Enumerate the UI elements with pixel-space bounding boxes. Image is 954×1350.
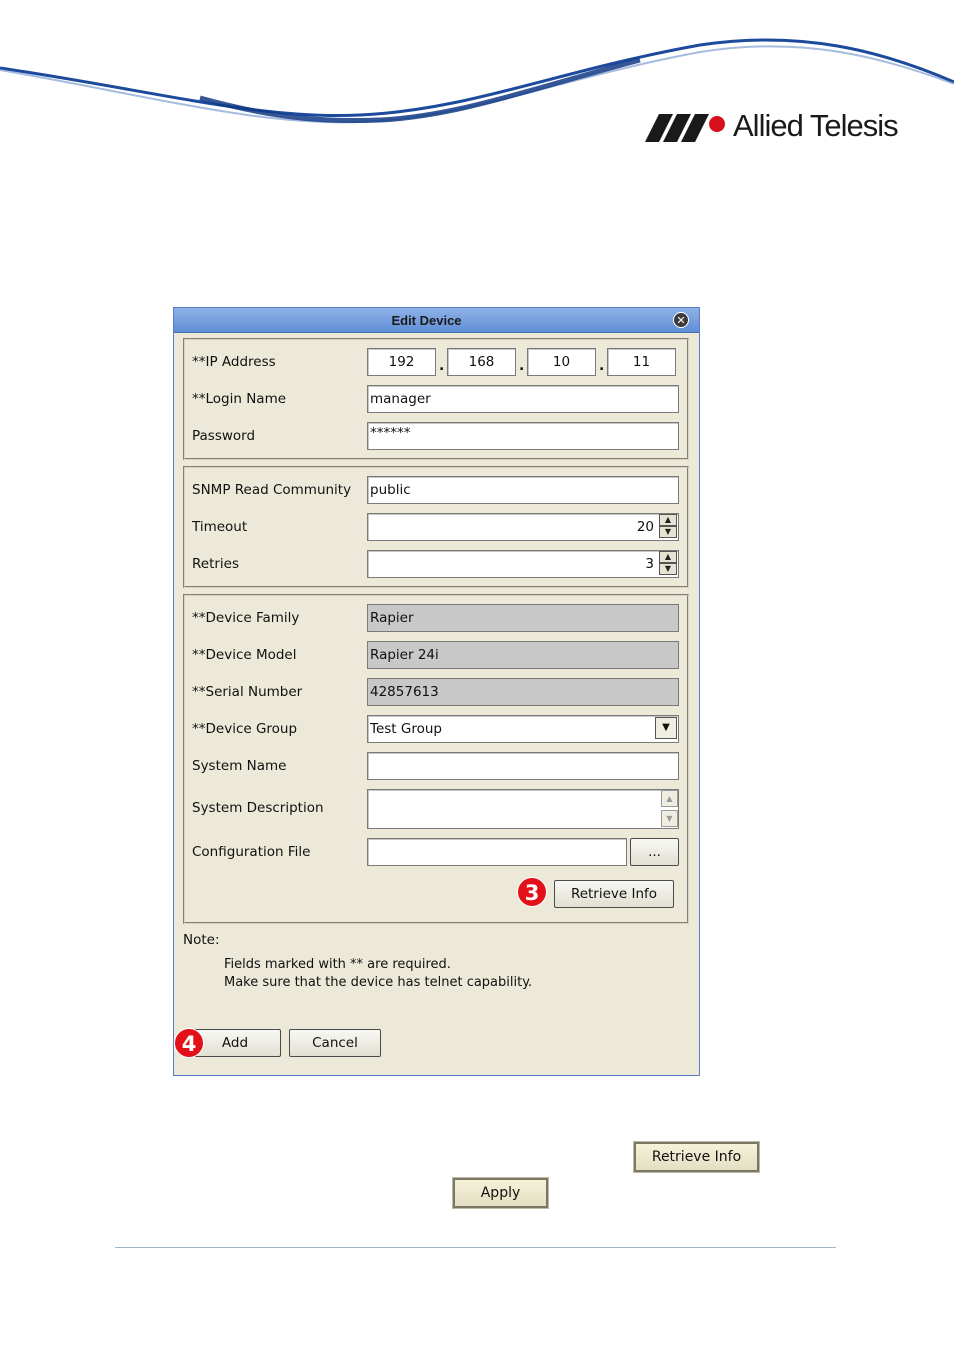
system-description-input[interactable] bbox=[367, 789, 679, 829]
allied-telesis-logo bbox=[645, 108, 915, 148]
chevron-down-icon[interactable]: ▼ bbox=[655, 717, 677, 739]
retries-stepper[interactable] bbox=[659, 551, 677, 575]
spin-down-icon[interactable]: ▼ bbox=[659, 563, 677, 575]
password-input[interactable]: ****** bbox=[367, 422, 679, 450]
snmp-community-input[interactable]: public bbox=[367, 476, 679, 504]
ip-octet-3-input[interactable]: 10 bbox=[527, 348, 596, 376]
edit-device-dialog bbox=[173, 307, 700, 1076]
device-family-field: Rapier bbox=[367, 604, 679, 632]
retrieve-info-button-sample[interactable]: Retrieve Info bbox=[634, 1142, 759, 1172]
close-icon[interactable]: ✕ bbox=[673, 312, 689, 328]
spin-up-icon[interactable]: ▲ bbox=[659, 514, 677, 526]
system-description-label: System Description bbox=[192, 800, 324, 816]
brand-name: Allied Telesis bbox=[733, 108, 898, 143]
spin-up-icon[interactable]: ▲ bbox=[659, 551, 677, 563]
device-model-field: Rapier 24i bbox=[367, 641, 679, 669]
system-name-label: System Name bbox=[192, 758, 287, 774]
ip-separator: . bbox=[439, 358, 445, 374]
spin-down-icon[interactable]: ▼ bbox=[659, 526, 677, 538]
scroll-up-icon[interactable]: ▲ bbox=[661, 790, 678, 807]
retries-spinner[interactable] bbox=[367, 550, 679, 578]
system-description-area[interactable] bbox=[367, 789, 679, 829]
allied-telesis-mark-icon bbox=[645, 112, 727, 142]
snmp-community-label: SNMP Read Community bbox=[192, 482, 352, 498]
ip-separator: . bbox=[519, 358, 525, 374]
configuration-file-label: Configuration File bbox=[192, 844, 311, 860]
ip-octet-4-input[interactable]: 11 bbox=[607, 348, 676, 376]
timeout-spinner[interactable] bbox=[367, 513, 679, 541]
system-description-scrollbar[interactable] bbox=[661, 790, 678, 828]
configuration-file-input[interactable] bbox=[367, 838, 627, 866]
retries-label: Retries bbox=[192, 556, 240, 572]
timeout-stepper[interactable] bbox=[659, 514, 677, 538]
note-heading: Note: bbox=[183, 932, 220, 948]
retrieve-info-button[interactable]: Retrieve Info bbox=[554, 880, 674, 908]
step-badge-3: 3 bbox=[517, 877, 547, 907]
device-model-label: **Device Model bbox=[192, 647, 297, 663]
timeout-input[interactable]: 20 bbox=[367, 513, 679, 541]
ip-address-label: **IP Address bbox=[192, 354, 276, 370]
ip-separator: . bbox=[599, 358, 605, 374]
login-name-label: **Login Name bbox=[192, 391, 287, 407]
password-label: Password bbox=[192, 428, 256, 444]
step-badge-4: 4 bbox=[174, 1028, 204, 1058]
footer-divider bbox=[115, 1247, 836, 1248]
ip-octet-2-input[interactable]: 168 bbox=[447, 348, 516, 376]
timeout-label: Timeout bbox=[192, 519, 248, 535]
device-group-label: **Device Group bbox=[192, 721, 298, 737]
device-family-label: **Device Family bbox=[192, 610, 300, 626]
system-name-input[interactable] bbox=[367, 752, 679, 780]
add-button[interactable]: Add bbox=[189, 1029, 281, 1057]
browse-button[interactable]: ... bbox=[630, 838, 679, 866]
serial-number-label: **Serial Number bbox=[192, 684, 303, 700]
login-name-input[interactable]: manager bbox=[367, 385, 679, 413]
note-line-telnet: Make sure that the device has telnet capability. bbox=[224, 975, 533, 990]
serial-number-field: 42857613 bbox=[367, 678, 679, 706]
dialog-titlebar[interactable] bbox=[174, 308, 699, 333]
device-group-value[interactable]: Test Group bbox=[367, 715, 679, 743]
note-line-required: Fields marked with ** are required. bbox=[224, 957, 451, 972]
retries-input[interactable]: 3 bbox=[367, 550, 679, 578]
device-group-select[interactable] bbox=[367, 715, 679, 743]
cancel-button[interactable]: Cancel bbox=[289, 1029, 381, 1057]
ip-octet-1-input[interactable]: 192 bbox=[367, 348, 436, 376]
apply-button-sample[interactable]: Apply bbox=[453, 1178, 548, 1208]
dialog-title: Edit Device bbox=[391, 313, 462, 328]
scroll-down-icon[interactable]: ▼ bbox=[661, 810, 678, 827]
